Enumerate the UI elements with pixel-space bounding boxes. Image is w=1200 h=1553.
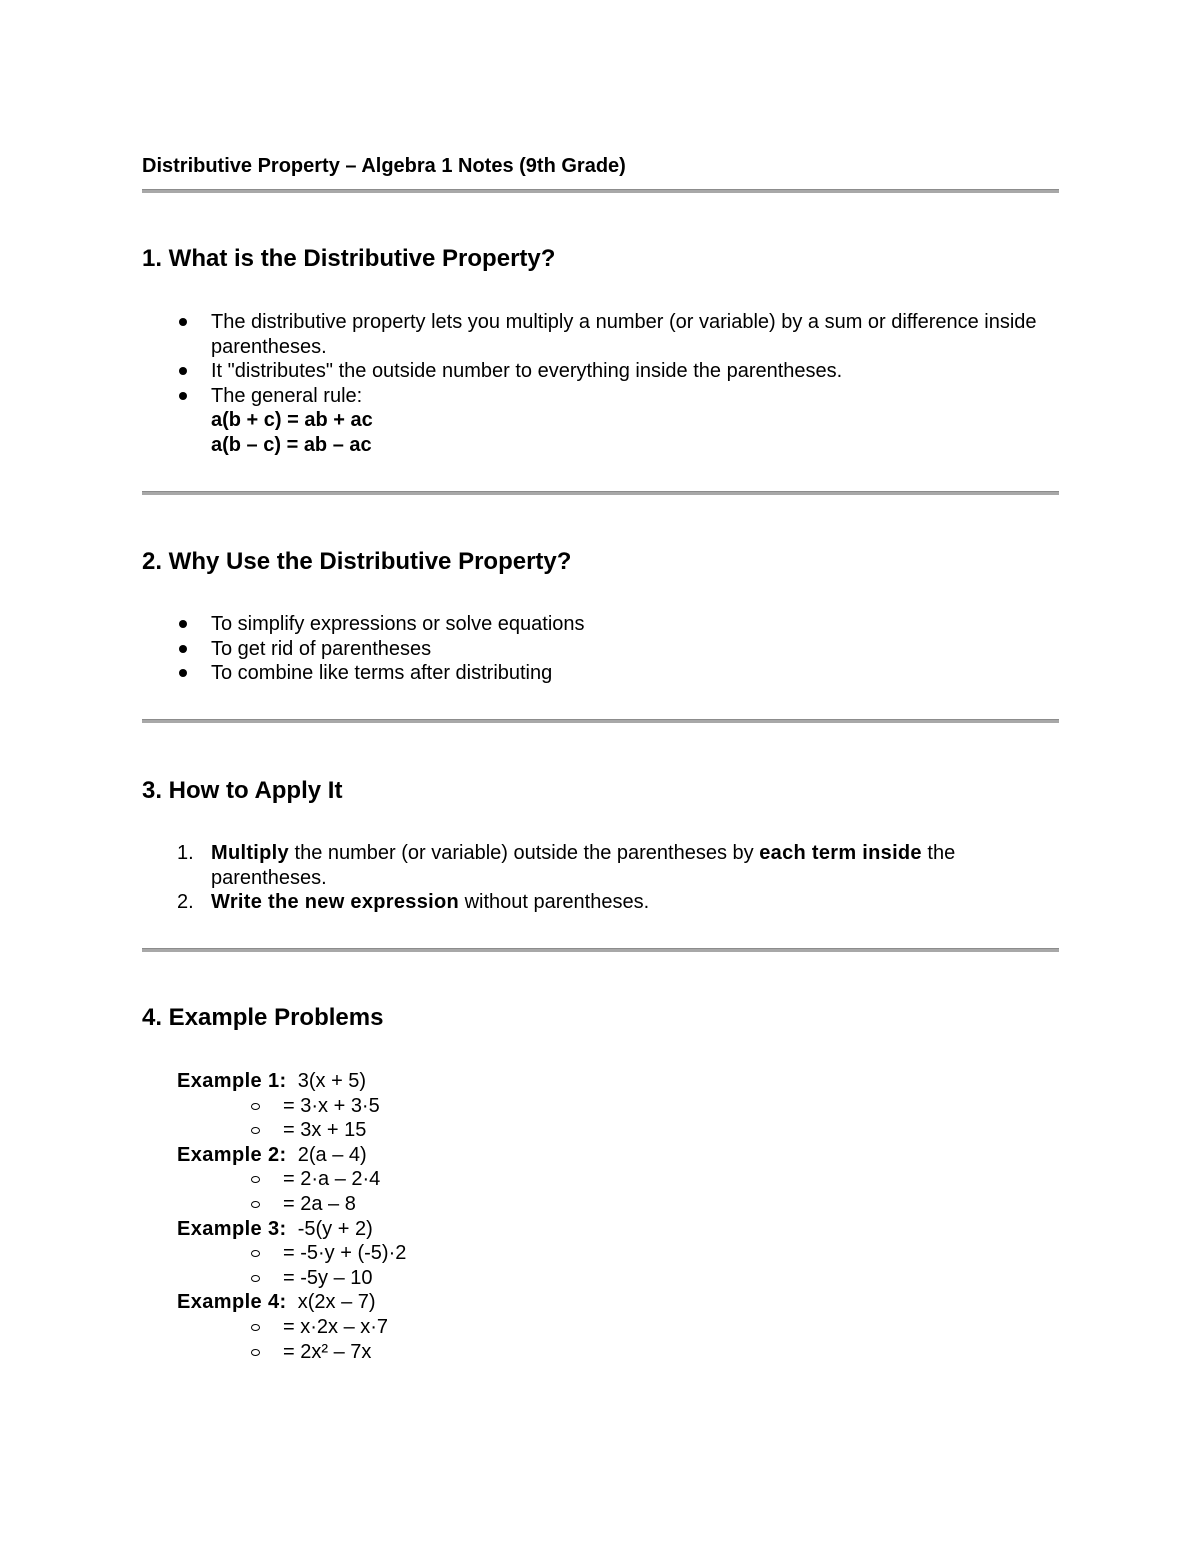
example-expression: 2(a – 4) (297, 1143, 367, 1166)
list-item (142, 384, 1059, 458)
example-step (177, 1094, 977, 1119)
example-step-text: = 2a – 8 (283, 1192, 356, 1215)
formula-sum: a(b + c) = ab + ac (211, 409, 373, 432)
example-step (177, 1118, 977, 1143)
example-step-text: = 2·a – 2·4 (283, 1168, 381, 1191)
step-text (211, 890, 1051, 915)
section-heading-what-is: 1. What is the Distributive Property? (142, 245, 556, 272)
list-item (142, 637, 1059, 662)
example-expression: 3(x + 5) (297, 1070, 367, 1092)
list-item (142, 661, 1059, 686)
document-title: Distributive Property – Algebra 1 Notes (9th Grade) (142, 155, 626, 177)
example-header (177, 1069, 977, 1094)
hollow-bullet-icon (251, 1275, 260, 1282)
step-plain-text: without parentheses. (459, 891, 650, 914)
section-heading-examples: 4. Example Problems (142, 1004, 384, 1031)
example-expression: x(2x – 7) (297, 1291, 376, 1314)
section-heading-how-to-apply: 3. How to Apply It (142, 777, 343, 804)
example-step-text: = 2x² – 7x (283, 1340, 372, 1363)
bullet-icon (179, 367, 187, 375)
step-number: 2. (177, 891, 194, 914)
list-item (142, 359, 1059, 384)
how-to-apply-steps (142, 841, 1059, 915)
hollow-bullet-icon (251, 1324, 260, 1331)
step-emphasis: Multiply (211, 842, 289, 864)
example-step-text: = -5y – 10 (283, 1266, 373, 1289)
hollow-bullet-icon (251, 1201, 260, 1208)
bullet-icon (179, 620, 187, 628)
bullet-icon (179, 645, 187, 653)
example-step (177, 1192, 977, 1217)
example-step (177, 1315, 977, 1340)
example-step (177, 1241, 977, 1266)
step-plain-text: the number (or variable) outside the parentheses by (288, 842, 760, 864)
step-emphasis: Write the new expression (211, 891, 460, 914)
example-step-text: = 3x + 15 (283, 1119, 367, 1142)
example-block (177, 1217, 977, 1291)
example-step (177, 1167, 977, 1192)
example-step-text: = x·2x – x·7 (283, 1315, 389, 1338)
example-expression: -5(y + 2) (297, 1217, 373, 1240)
example-header (177, 1217, 977, 1242)
example-step-text: = -5·y + (-5)·2 (283, 1242, 407, 1265)
divider (142, 491, 1059, 495)
step-number: 1. (177, 842, 194, 864)
example-step (177, 1340, 977, 1365)
divider (142, 719, 1059, 723)
example-step (177, 1266, 977, 1291)
example-problems (177, 1069, 977, 1364)
bullet-text: To get rid of parentheses (211, 637, 432, 660)
bullet-icon (179, 669, 187, 677)
list-item (142, 310, 1059, 359)
step-emphasis: each term inside (759, 842, 922, 864)
list-item (142, 841, 1059, 890)
step-plain-text: the parentheses. (211, 842, 956, 889)
section-heading-why-use: 2. Why Use the Distributive Property? (142, 548, 572, 575)
bullet-text: The general rule: (211, 384, 363, 407)
example-label: Example 1: (177, 1070, 287, 1092)
hollow-bullet-icon (251, 1349, 260, 1356)
list-item (142, 890, 1059, 915)
hollow-bullet-icon (251, 1250, 260, 1257)
bullet-text: It "distributes" the outside number to everything inside the parentheses. (211, 360, 843, 383)
bullet-text: The distributive property lets you multiply a number (or variable) by a sum or difference inside parentheses. (211, 311, 1037, 358)
example-header (177, 1290, 977, 1315)
bullet-icon (179, 392, 187, 400)
example-label: Example 3: (177, 1217, 287, 1240)
what-is-bullet-list (142, 310, 1059, 458)
bullet-icon (179, 318, 187, 326)
hollow-bullet-icon (251, 1103, 260, 1110)
hollow-bullet-icon (251, 1176, 260, 1183)
bullet-text: To combine like terms after distributing (211, 662, 553, 685)
example-block (177, 1290, 977, 1364)
bullet-text: To simplify expressions or solve equations (211, 613, 585, 635)
why-use-bullet-list (142, 612, 1059, 686)
formula-difference: a(b – c) = ab – ac (211, 433, 372, 456)
hollow-bullet-icon (251, 1127, 260, 1134)
example-label: Example 4: (177, 1291, 287, 1314)
example-header (177, 1143, 977, 1168)
divider (142, 948, 1059, 952)
divider (142, 189, 1059, 193)
example-block (177, 1069, 977, 1143)
example-label: Example 2: (177, 1143, 287, 1166)
example-block (177, 1143, 977, 1217)
step-text (211, 841, 1051, 890)
list-item (142, 612, 1059, 637)
example-step-text: = 3·x + 3·5 (283, 1094, 380, 1117)
